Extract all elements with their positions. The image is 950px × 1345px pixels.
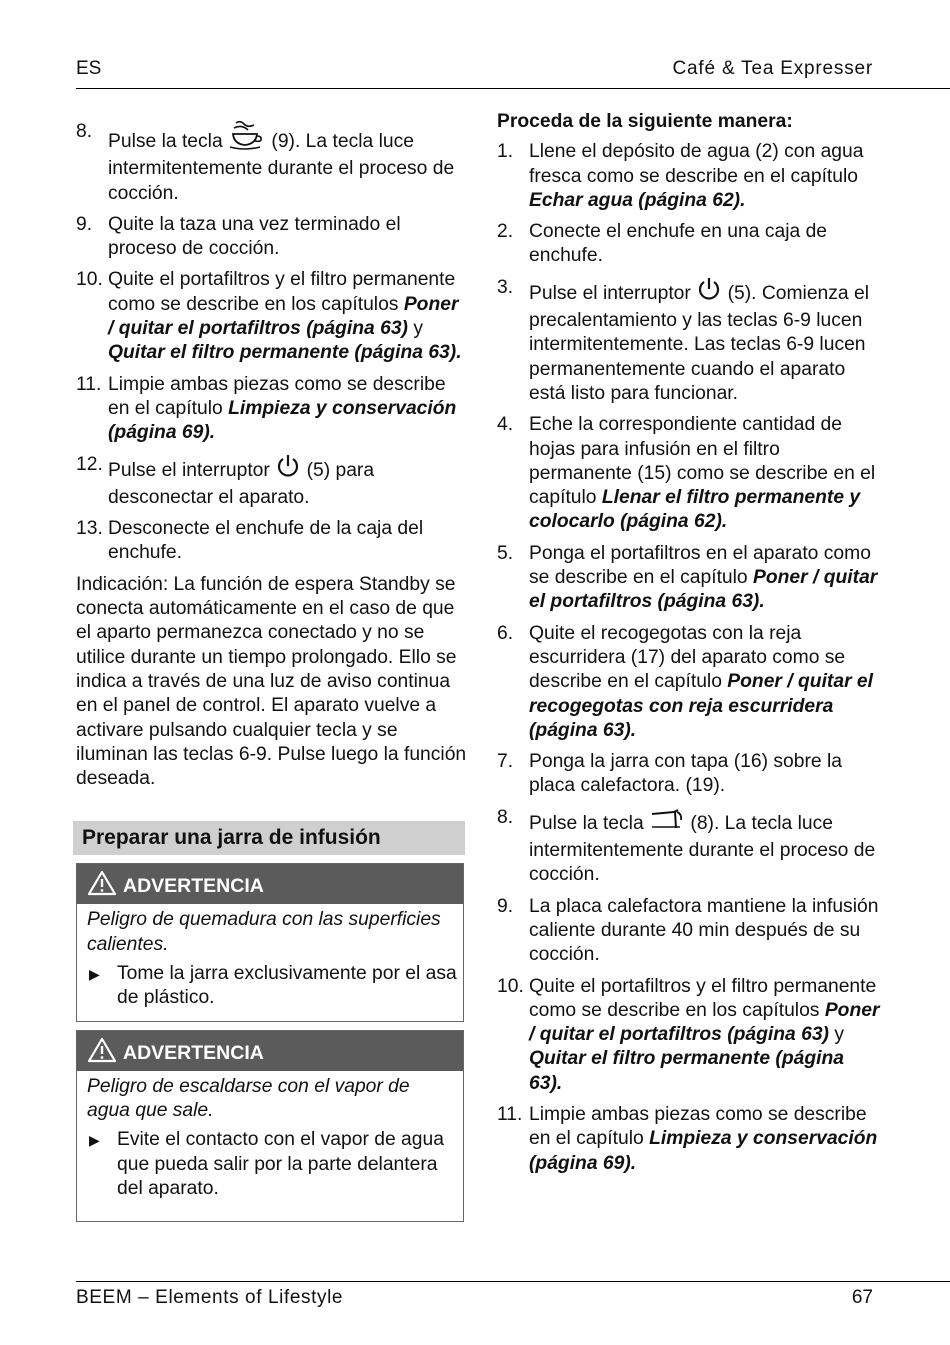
standby-note: Indicación: La función de espera Standby se conecta automáticamente en el caso de que el aparto permanezca conectado y no se utilice durante un tiempo prolongado. Ello se indica a través de una luz de aviso continua en el panel de control. El aparato vuelve a activare pulsando cualquier tecla y se iluminan las teclas 6-9. Pulse luego la función deseada. [76,573,467,790]
list-item: 11. Limpie ambas piezas como se describe en el capítulo Limpieza y conservación (página 69). [497,1103,878,1174]
right-column [497,110,882,1183]
list-item: 12. Pulse el interruptor (5) para desconectar el aparato. [76,453,375,508]
list-item: 10. Quite el portafiltros y el filtro permanente como se describe en los capítulos Poner / quitar el portafiltros (página 63) y Quitar el filtro permanente (página 63). [76,269,462,364]
warning-header: ADVERTENCIA [77,1031,463,1071]
page-number: 67 [851,1287,873,1308]
section-title: Preparar una jarra de infusión [73,821,465,855]
list-item: 9. La placa calefactora mantiene la infusión caliente durante 40 min después de su cocción. [497,895,879,966]
warning-instruction: ▶ Evite el contacto con el vapor de agua que pueda salir por la parte delantera del aparato. [89,1129,444,1199]
cup-icon [228,120,266,157]
header-product: Café & Tea Expresser [672,58,873,79]
warning-triangle-icon [87,870,117,896]
list-item: 8. Pulse la tecla (9). La tecla luce intermitentemente durante el proceso de cocción. [76,121,455,204]
footer-brand: BEEM – Elements of Lifestyle [76,1287,344,1308]
warning-instruction: ▶ Tome la jarra exclusivamente por el asa de plástico. [89,963,457,1009]
header-rule [76,88,950,89]
list-item: 5. Ponga el portafiltros en el aparato como se describe en el capítulo Poner / quitar el portafiltros (página 63). [497,542,878,613]
list-item: 11. Limpie ambas piezas como se describe en el capítulo Limpieza y conservación (página 69). [76,373,457,444]
header-lang: ES [76,58,102,79]
warning-description: Peligro de quemadura con las superficies calientes. [87,909,441,955]
list-item: 10. Quite el portafiltros y el filtro permanente como se describe en los capítulos Poner / quitar el portafiltros (página 63) y Quitar el filtro permanente (página 63). [497,975,880,1094]
list-item: 3. Pulse el interruptor (5). Comienza el precalentamiento y las teclas 6-9 lucen intermitentemente. Las teclas 6-9 lucen permanentemente cuando el aparato está listo para funcionar. [497,276,870,404]
arrow-bullet-icon: ▶ [89,1132,100,1149]
list-item: 1. Llene el depósito de agua (2) con agua fresca como se describe en el capítulo Echar agua (página 62). [497,141,864,211]
list-item: 4. Eche la correspondiente cantidad de hojas para infusión en el filtro permanente (15) como se describe en el capítulo Llenar el filtro permanente y colocarlo (página 62). [497,414,876,533]
list-item: 7. Ponga la jarra con tapa (16) sobre la placa calefactora. (19). [497,751,842,797]
list-item: 13. Desconecte el enchufe de la caja del enchufe. [76,518,424,564]
warning-box [76,863,464,1021]
list-item: 2. Conecte el enchufe en una caja de enchufe. [497,221,828,267]
left-column [76,120,468,1222]
list-item: 6. Quite el recogegotas con la reja escurridera (17) del aparato como se describe en el capítulo Poner / quitar el recogegotas con reja escurridera (página 63). [497,622,874,741]
warning-description: Peligro de escaldarse con el vapor de agua que sale. [87,1075,410,1121]
warning-triangle-icon [87,1037,117,1063]
warning-header: ADVERTENCIA [77,864,463,904]
list-item: 9. Quite la taza una vez terminado el proceso de cocción. [76,213,401,260]
arrow-bullet-icon: ▶ [89,966,100,983]
procedure-heading: Proceda de la siguiente manera: [497,111,793,132]
warning-box [76,1030,464,1222]
power-icon [275,453,301,486]
list-item: 8. Pulse la tecla (8). La tecla luce intermitentemente durante el proceso de cocción. [497,806,876,886]
jug-icon [649,806,685,839]
footer-rule [76,1281,950,1282]
power-icon [696,276,722,309]
